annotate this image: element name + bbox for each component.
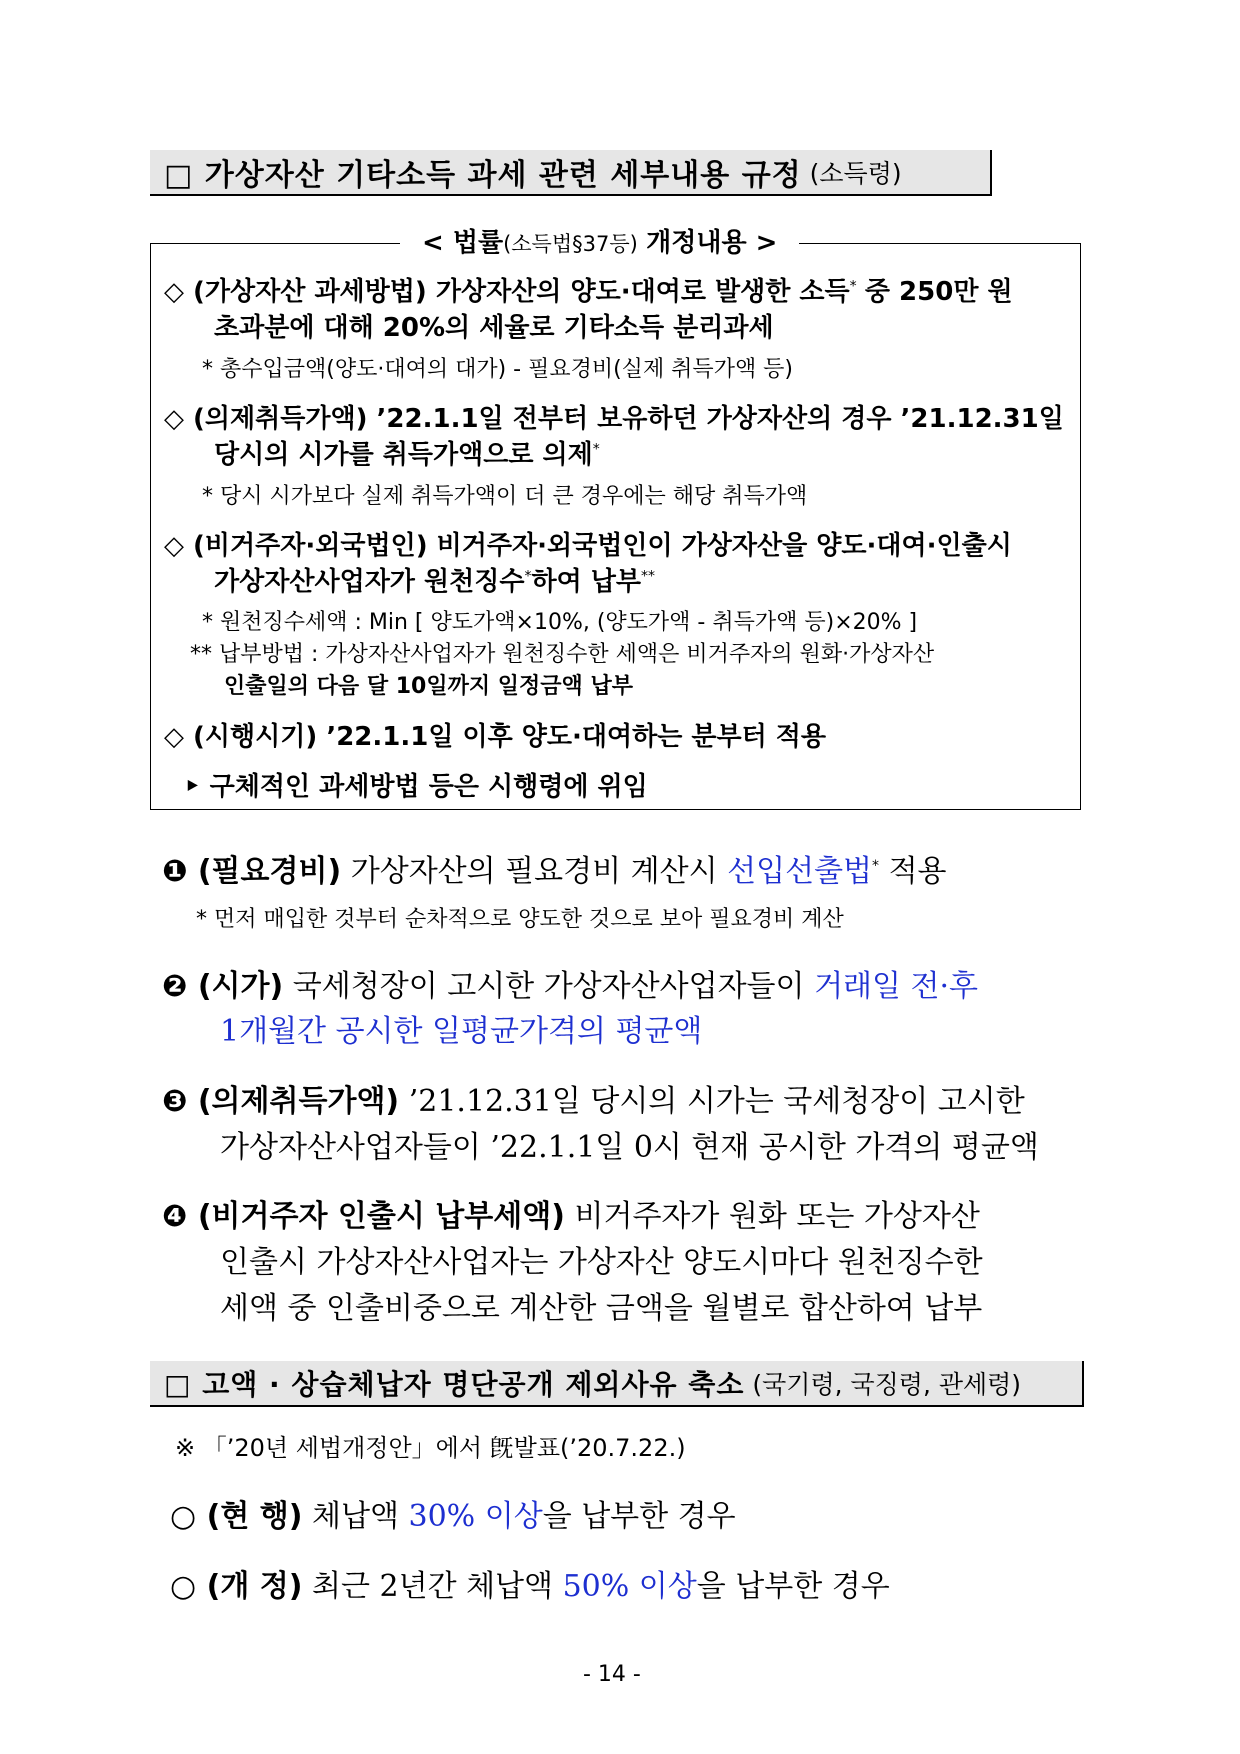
section1-title: □ 가상자산 기타소득 과세 관련 세부내용 규정	[164, 158, 802, 193]
point4-line3: 세액 중 인출비중으로 계산한 금액을 월별로 합산하여 납부	[220, 1291, 983, 1326]
section2-note: ※ 「’20년 세법개정안」에서 旣발표(’20.7.22.)	[175, 1434, 686, 1462]
law-item2-line2: 당시의 시가를 취득가액으로 의제*	[214, 440, 600, 470]
point1-note: * 먼저 매입한 것부터 순차적으로 양도한 것으로 보아 필요경비 계산	[196, 907, 844, 932]
law-item1-line1: ◇ (가상자산 과세방법) 가상자산의 양도·대여로 발생한 소득* 중 250만 원	[164, 277, 1013, 307]
law-item3-line1: ◇ (비거주자·외국법인) 비거주자·외국법인이 가상자산을 양도·대여·인출시	[164, 531, 1012, 561]
law-item4: ◇ (시행시기) ’22.1.1일 이후 양도·대여하는 분부터 적용	[164, 722, 827, 752]
law-item2-line1: ◇ (의제취득가액) ’22.1.1일 전부터 보유하던 가상자산의 경우 ’21.12.31일	[164, 404, 1064, 434]
page-number: - 14 -	[583, 1662, 641, 1687]
law-item3-line2: 가상자산사업자가 원천징수*하여 납부**	[214, 567, 655, 597]
point4-line2: 인출시 가상자산사업자는 가상자산 양도시마다 원천징수한	[220, 1245, 983, 1280]
point2-line2: 1개월간 공시한 일평균가격의 평균액	[220, 1014, 703, 1049]
revised-rule: ○ (개 정) 최근 2년간 체납액 50% 이상을 납부한 경우	[170, 1569, 890, 1604]
section1-suffix: (소득령)	[809, 159, 902, 188]
law-item3-note1: * 원천징수세액 : Min [ 양도가액×10%, (양도가액 - 취득가액 등)×20% ]	[202, 610, 918, 635]
current-rule: ○ (현 행) 체납액 30% 이상을 납부한 경우	[170, 1499, 736, 1534]
law-item3-note2-line1: ** 납부방법 : 가상자산사업자가 원천징수한 세액은 비거주자의 원화·가상자산	[190, 642, 935, 667]
section2-header	[150, 1361, 1084, 1407]
point2-line1: ❷ (시가) 국세청장이 고시한 가상자산사업자들이 거래일 전·후	[162, 969, 979, 1004]
point3-line2: 가상자산사업자들이 ’22.1.1일 0시 현재 공시한 가격의 평균액	[220, 1130, 1039, 1165]
law-item3-note2-line2: 인출일의 다음 달 10일까지 일정금액 납부	[224, 674, 633, 699]
section2-suffix: (국기령, 국징령, 관세령)	[752, 1370, 1022, 1399]
law-item5: ‣ 구체적인 과세방법 등은 시행령에 위임	[184, 772, 648, 802]
law-box-legend: < 법률(소득법§37등) 개정내용 >	[400, 224, 799, 263]
section2-title: □ 고액 · 상습체납자 명단공개 제외사유 축소	[164, 1368, 745, 1401]
point1: ❶ (필요경비) 가상자산의 필요경비 계산시 선입선출법* 적용	[162, 854, 947, 889]
point3-line1: ❸ (의제취득가액) ’21.12.31일 당시의 시가는 국세청장이 고시한	[162, 1084, 1025, 1119]
point4-line1: ❹ (비거주자 인출시 납부세액) 비거주자가 원화 또는 가상자산	[162, 1199, 980, 1234]
law-item1-line2: 초과분에 대해 20%의 세율로 기타소득 분리과세	[214, 313, 774, 343]
section1-header	[150, 150, 992, 196]
law-item2-note: * 당시 시가보다 실제 취득가액이 더 큰 경우에는 해당 취득가액	[202, 484, 808, 509]
law-item1-note: * 총수입금액(양도·대여의 대가) - 필요경비(실제 취득가액 등)	[202, 357, 794, 382]
